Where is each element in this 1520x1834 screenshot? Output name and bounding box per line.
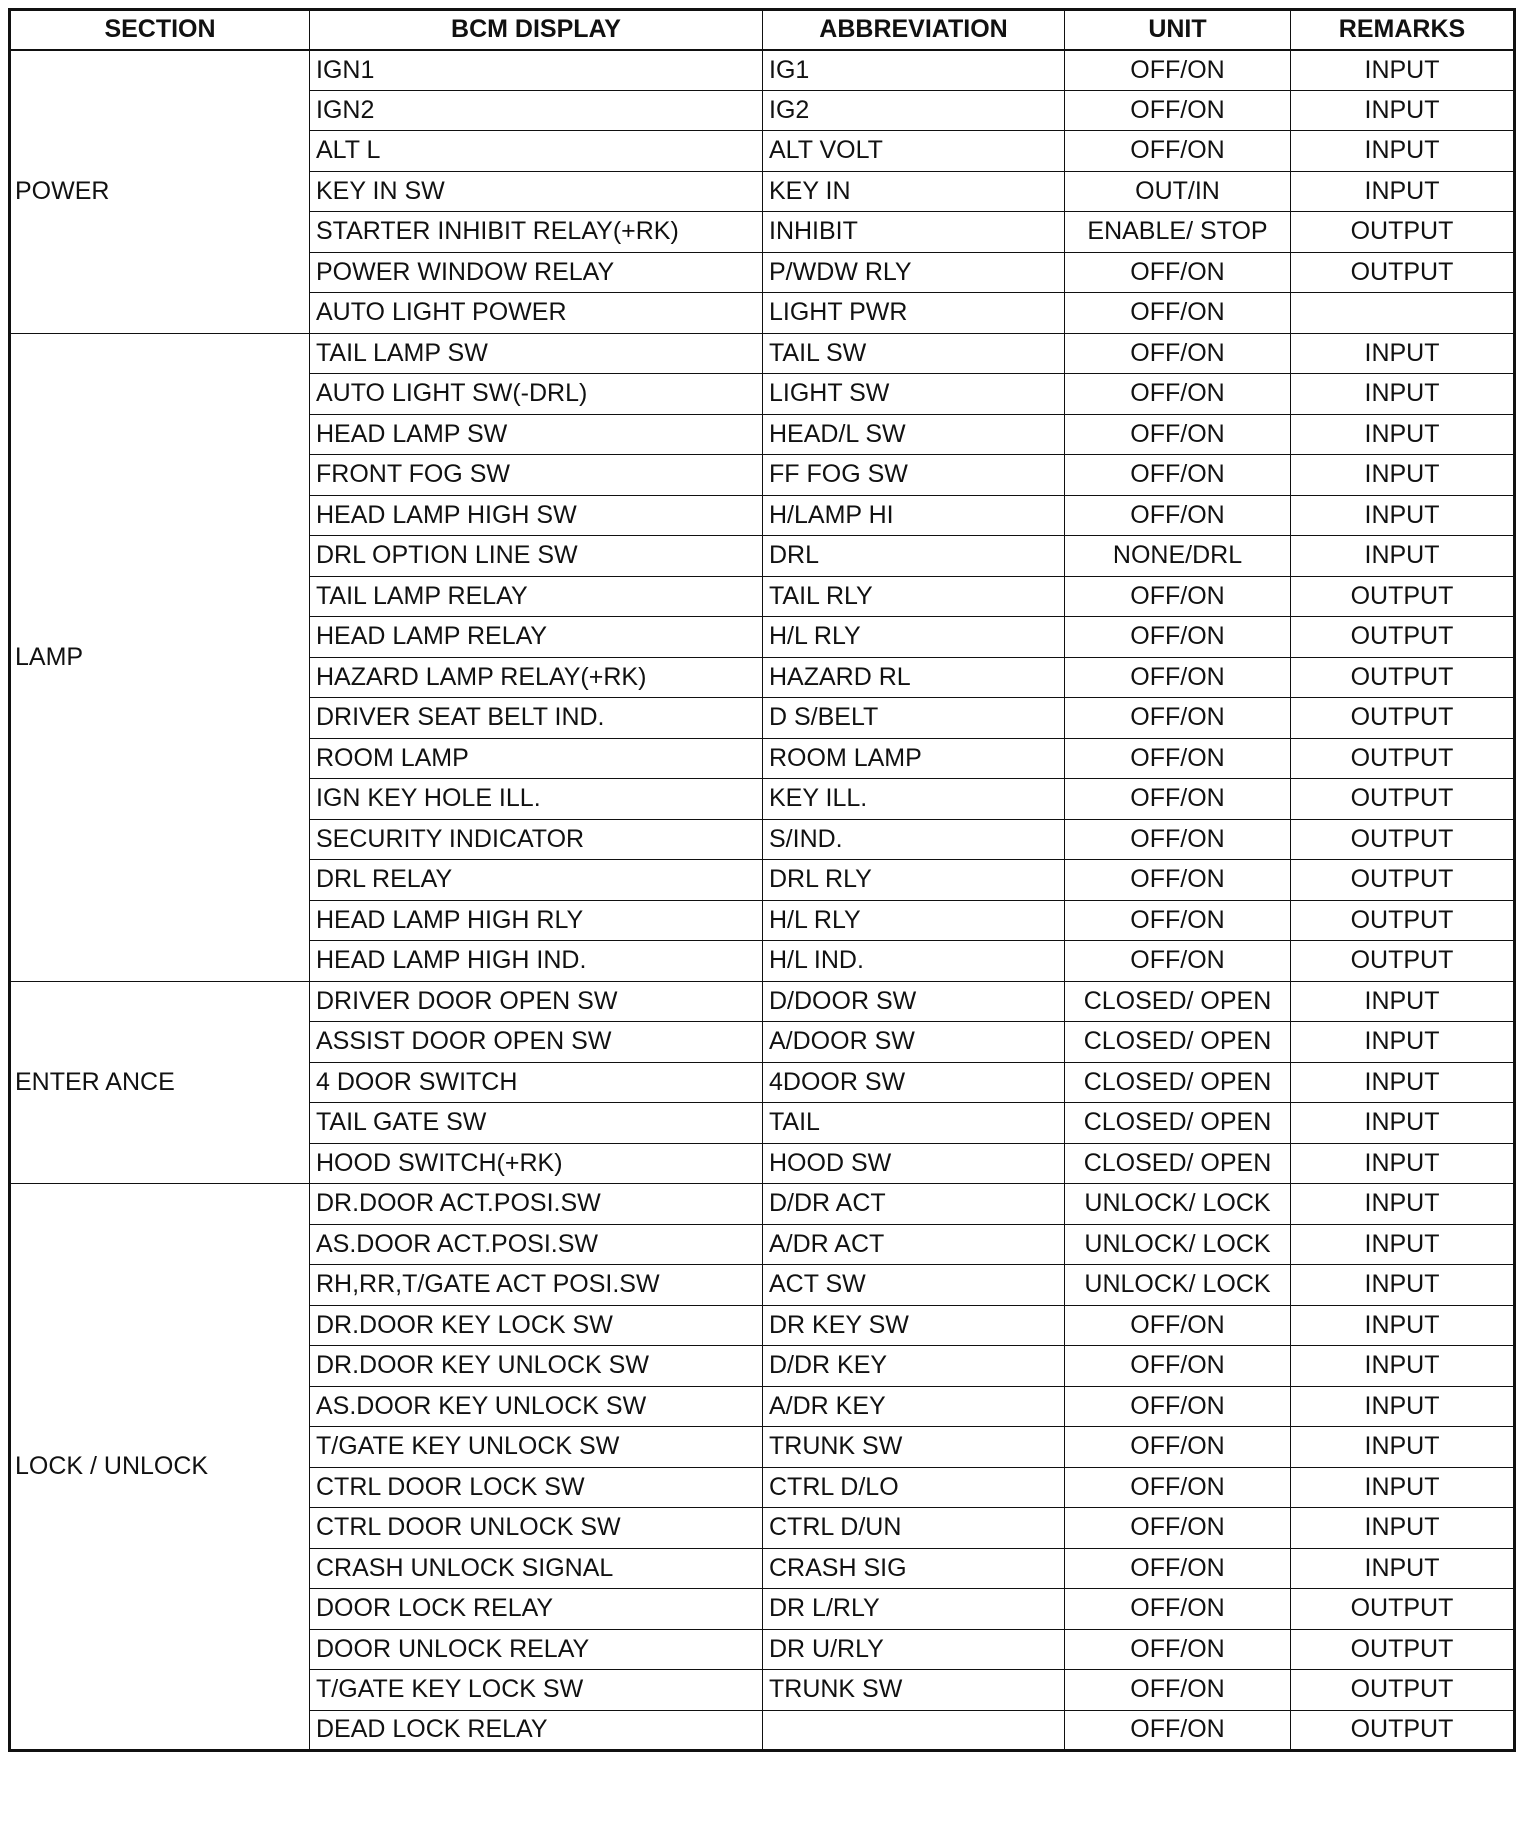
- remarks-cell: OUTPUT: [1291, 941, 1515, 982]
- display-cell: HOOD SWITCH(+RK): [310, 1143, 763, 1184]
- unit-cell: NONE/DRL: [1065, 536, 1291, 577]
- display-cell: TAIL LAMP SW: [310, 333, 763, 374]
- display-cell: DRL RELAY: [310, 860, 763, 901]
- remarks-cell: INPUT: [1291, 1427, 1515, 1468]
- unit-cell: OFF/ON: [1065, 131, 1291, 172]
- display-cell: HEAD LAMP HIGH SW: [310, 495, 763, 536]
- unit-cell: OFF/ON: [1065, 576, 1291, 617]
- unit-cell: OFF/ON: [1065, 1346, 1291, 1387]
- display-cell: HEAD LAMP HIGH IND.: [310, 941, 763, 982]
- section-cell: LOCK / UNLOCK: [10, 1184, 310, 1751]
- abbr-cell: HAZARD RL: [763, 657, 1065, 698]
- unit-cell: CLOSED/ OPEN: [1065, 1103, 1291, 1144]
- unit-cell: OFF/ON: [1065, 860, 1291, 901]
- remarks-cell: INPUT: [1291, 1548, 1515, 1589]
- unit-cell: OFF/ON: [1065, 1548, 1291, 1589]
- abbr-cell: LIGHT PWR: [763, 293, 1065, 334]
- table-header: [10, 10, 1515, 50]
- unit-cell: OFF/ON: [1065, 333, 1291, 374]
- abbr-cell: DR KEY SW: [763, 1305, 1065, 1346]
- bcm-display-table: [8, 8, 1516, 1752]
- remarks-cell: INPUT: [1291, 1386, 1515, 1427]
- unit-cell: OFF/ON: [1065, 1508, 1291, 1549]
- abbr-cell: CTRL D/LO: [763, 1467, 1065, 1508]
- unit-cell: OFF/ON: [1065, 1386, 1291, 1427]
- display-cell: STARTER INHIBIT RELAY(+RK): [310, 212, 763, 253]
- unit-cell: OFF/ON: [1065, 617, 1291, 658]
- unit-cell: OFF/ON: [1065, 1589, 1291, 1630]
- unit-cell: UNLOCK/ LOCK: [1065, 1265, 1291, 1306]
- display-cell: CRASH UNLOCK SIGNAL: [310, 1548, 763, 1589]
- unit-cell: OFF/ON: [1065, 819, 1291, 860]
- display-cell: POWER WINDOW RELAY: [310, 252, 763, 293]
- remarks-cell: OUTPUT: [1291, 860, 1515, 901]
- remarks-cell: [1291, 293, 1515, 334]
- unit-cell: CLOSED/ OPEN: [1065, 1143, 1291, 1184]
- unit-cell: OFF/ON: [1065, 738, 1291, 779]
- unit-cell: CLOSED/ OPEN: [1065, 1022, 1291, 1063]
- unit-cell: OFF/ON: [1065, 495, 1291, 536]
- display-cell: DEAD LOCK RELAY: [310, 1710, 763, 1751]
- remarks-cell: INPUT: [1291, 1467, 1515, 1508]
- unit-cell: OFF/ON: [1065, 90, 1291, 131]
- unit-cell: OFF/ON: [1065, 941, 1291, 982]
- display-cell: DOOR LOCK RELAY: [310, 1589, 763, 1630]
- header-remarks: REMARKS: [1291, 10, 1515, 50]
- remarks-cell: INPUT: [1291, 171, 1515, 212]
- header-bcm-display: BCM DISPLAY: [310, 10, 763, 50]
- remarks-cell: INPUT: [1291, 981, 1515, 1022]
- display-cell: IGN1: [310, 50, 763, 91]
- display-cell: IGN KEY HOLE ILL.: [310, 779, 763, 820]
- remarks-cell: INPUT: [1291, 90, 1515, 131]
- remarks-cell: OUTPUT: [1291, 738, 1515, 779]
- abbr-cell: D/DOOR SW: [763, 981, 1065, 1022]
- unit-cell: OFF/ON: [1065, 1427, 1291, 1468]
- remarks-cell: INPUT: [1291, 374, 1515, 415]
- display-cell: ROOM LAMP: [310, 738, 763, 779]
- display-cell: AS.DOOR KEY UNLOCK SW: [310, 1386, 763, 1427]
- abbr-cell: TAIL: [763, 1103, 1065, 1144]
- abbr-cell: IG2: [763, 90, 1065, 131]
- abbr-cell: ROOM LAMP: [763, 738, 1065, 779]
- display-cell: HEAD LAMP SW: [310, 414, 763, 455]
- unit-cell: UNLOCK/ LOCK: [1065, 1224, 1291, 1265]
- section-cell: LAMP: [10, 333, 310, 981]
- section-cell: ENTER ANCE: [10, 981, 310, 1184]
- unit-cell: OFF/ON: [1065, 1467, 1291, 1508]
- remarks-cell: INPUT: [1291, 1062, 1515, 1103]
- abbr-cell: HOOD SW: [763, 1143, 1065, 1184]
- unit-cell: ENABLE/ STOP: [1065, 212, 1291, 253]
- abbr-cell: TRUNK SW: [763, 1670, 1065, 1711]
- remarks-cell: INPUT: [1291, 1022, 1515, 1063]
- display-cell: AS.DOOR ACT.POSI.SW: [310, 1224, 763, 1265]
- display-cell: HAZARD LAMP RELAY(+RK): [310, 657, 763, 698]
- remarks-cell: OUTPUT: [1291, 1670, 1515, 1711]
- abbr-cell: IG1: [763, 50, 1065, 91]
- display-cell: AUTO LIGHT SW(-DRL): [310, 374, 763, 415]
- unit-cell: OFF/ON: [1065, 657, 1291, 698]
- display-cell: CTRL DOOR UNLOCK SW: [310, 1508, 763, 1549]
- abbr-cell: CTRL D/UN: [763, 1508, 1065, 1549]
- display-cell: T/GATE KEY UNLOCK SW: [310, 1427, 763, 1468]
- remarks-cell: OUTPUT: [1291, 698, 1515, 739]
- remarks-cell: INPUT: [1291, 536, 1515, 577]
- unit-cell: OFF/ON: [1065, 698, 1291, 739]
- abbr-cell: H/L RLY: [763, 900, 1065, 941]
- table-row: [10, 981, 1515, 1022]
- unit-cell: CLOSED/ OPEN: [1065, 1062, 1291, 1103]
- unit-cell: OFF/ON: [1065, 455, 1291, 496]
- display-cell: DR.DOOR KEY UNLOCK SW: [310, 1346, 763, 1387]
- remarks-cell: INPUT: [1291, 1346, 1515, 1387]
- remarks-cell: INPUT: [1291, 1265, 1515, 1306]
- table-row: [10, 50, 1515, 91]
- abbr-cell: HEAD/L SW: [763, 414, 1065, 455]
- display-cell: IGN2: [310, 90, 763, 131]
- unit-cell: OFF/ON: [1065, 779, 1291, 820]
- header-row: [10, 10, 1515, 50]
- unit-cell: OFF/ON: [1065, 374, 1291, 415]
- remarks-cell: OUTPUT: [1291, 1589, 1515, 1630]
- display-cell: HEAD LAMP HIGH RLY: [310, 900, 763, 941]
- abbr-cell: INHIBIT: [763, 212, 1065, 253]
- abbr-cell: D/DR KEY: [763, 1346, 1065, 1387]
- display-cell: TAIL GATE SW: [310, 1103, 763, 1144]
- abbr-cell: DRL: [763, 536, 1065, 577]
- abbr-cell: H/L IND.: [763, 941, 1065, 982]
- abbr-cell: A/DOOR SW: [763, 1022, 1065, 1063]
- remarks-cell: INPUT: [1291, 1224, 1515, 1265]
- abbr-cell: 4DOOR SW: [763, 1062, 1065, 1103]
- display-cell: SECURITY INDICATOR: [310, 819, 763, 860]
- abbr-cell: H/L RLY: [763, 617, 1065, 658]
- abbr-cell: ACT SW: [763, 1265, 1065, 1306]
- display-cell: ASSIST DOOR OPEN SW: [310, 1022, 763, 1063]
- abbr-cell: A/DR KEY: [763, 1386, 1065, 1427]
- remarks-cell: OUTPUT: [1291, 617, 1515, 658]
- remarks-cell: INPUT: [1291, 131, 1515, 172]
- display-cell: CTRL DOOR LOCK SW: [310, 1467, 763, 1508]
- abbr-cell: KEY IN: [763, 171, 1065, 212]
- unit-cell: OUT/IN: [1065, 171, 1291, 212]
- display-cell: ALT L: [310, 131, 763, 172]
- unit-cell: OFF/ON: [1065, 1670, 1291, 1711]
- display-cell: DRIVER SEAT BELT IND.: [310, 698, 763, 739]
- abbr-cell: A/DR ACT: [763, 1224, 1065, 1265]
- abbr-cell: S/IND.: [763, 819, 1065, 860]
- display-cell: DRL OPTION LINE SW: [310, 536, 763, 577]
- abbr-cell: CRASH SIG: [763, 1548, 1065, 1589]
- display-cell: DOOR UNLOCK RELAY: [310, 1629, 763, 1670]
- table-row: [10, 333, 1515, 374]
- section-cell: POWER: [10, 50, 310, 334]
- unit-cell: OFF/ON: [1065, 414, 1291, 455]
- abbr-cell: LIGHT SW: [763, 374, 1065, 415]
- header-section: SECTION: [10, 10, 310, 50]
- remarks-cell: INPUT: [1291, 1305, 1515, 1346]
- unit-cell: OFF/ON: [1065, 1710, 1291, 1751]
- display-cell: 4 DOOR SWITCH: [310, 1062, 763, 1103]
- abbr-cell: ALT VOLT: [763, 131, 1065, 172]
- remarks-cell: OUTPUT: [1291, 657, 1515, 698]
- unit-cell: OFF/ON: [1065, 1305, 1291, 1346]
- remarks-cell: INPUT: [1291, 414, 1515, 455]
- abbr-cell: [763, 1710, 1065, 1751]
- remarks-cell: OUTPUT: [1291, 576, 1515, 617]
- unit-cell: OFF/ON: [1065, 50, 1291, 91]
- remarks-cell: INPUT: [1291, 50, 1515, 91]
- display-cell: DR.DOOR KEY LOCK SW: [310, 1305, 763, 1346]
- abbr-cell: P/WDW RLY: [763, 252, 1065, 293]
- remarks-cell: INPUT: [1291, 495, 1515, 536]
- abbr-cell: TAIL RLY: [763, 576, 1065, 617]
- unit-cell: CLOSED/ OPEN: [1065, 981, 1291, 1022]
- abbr-cell: DR U/RLY: [763, 1629, 1065, 1670]
- display-cell: RH,RR,T/GATE ACT POSI.SW: [310, 1265, 763, 1306]
- abbr-cell: DR L/RLY: [763, 1589, 1065, 1630]
- remarks-cell: INPUT: [1291, 455, 1515, 496]
- unit-cell: OFF/ON: [1065, 293, 1291, 334]
- remarks-cell: INPUT: [1291, 1143, 1515, 1184]
- remarks-cell: INPUT: [1291, 1508, 1515, 1549]
- abbr-cell: DRL RLY: [763, 860, 1065, 901]
- unit-cell: OFF/ON: [1065, 252, 1291, 293]
- unit-cell: OFF/ON: [1065, 900, 1291, 941]
- table-body: [10, 50, 1515, 1751]
- abbr-cell: D S/BELT: [763, 698, 1065, 739]
- display-cell: DR.DOOR ACT.POSI.SW: [310, 1184, 763, 1225]
- display-cell: DRIVER DOOR OPEN SW: [310, 981, 763, 1022]
- remarks-cell: INPUT: [1291, 1103, 1515, 1144]
- abbr-cell: TAIL SW: [763, 333, 1065, 374]
- display-cell: T/GATE KEY LOCK SW: [310, 1670, 763, 1711]
- abbr-cell: FF FOG SW: [763, 455, 1065, 496]
- display-cell: KEY IN SW: [310, 171, 763, 212]
- remarks-cell: INPUT: [1291, 1184, 1515, 1225]
- display-cell: HEAD LAMP RELAY: [310, 617, 763, 658]
- remarks-cell: INPUT: [1291, 333, 1515, 374]
- abbr-cell: H/LAMP HI: [763, 495, 1065, 536]
- header-abbreviation: ABBREVIATION: [763, 10, 1065, 50]
- remarks-cell: OUTPUT: [1291, 819, 1515, 860]
- unit-cell: OFF/ON: [1065, 1629, 1291, 1670]
- table-row: [10, 1184, 1515, 1225]
- unit-cell: UNLOCK/ LOCK: [1065, 1184, 1291, 1225]
- remarks-cell: OUTPUT: [1291, 212, 1515, 253]
- remarks-cell: OUTPUT: [1291, 779, 1515, 820]
- header-unit: UNIT: [1065, 10, 1291, 50]
- display-cell: FRONT FOG SW: [310, 455, 763, 496]
- remarks-cell: OUTPUT: [1291, 900, 1515, 941]
- display-cell: TAIL LAMP RELAY: [310, 576, 763, 617]
- remarks-cell: OUTPUT: [1291, 1710, 1515, 1751]
- abbr-cell: D/DR ACT: [763, 1184, 1065, 1225]
- abbr-cell: TRUNK SW: [763, 1427, 1065, 1468]
- remarks-cell: OUTPUT: [1291, 1629, 1515, 1670]
- abbr-cell: KEY ILL.: [763, 779, 1065, 820]
- display-cell: AUTO LIGHT POWER: [310, 293, 763, 334]
- remarks-cell: OUTPUT: [1291, 252, 1515, 293]
